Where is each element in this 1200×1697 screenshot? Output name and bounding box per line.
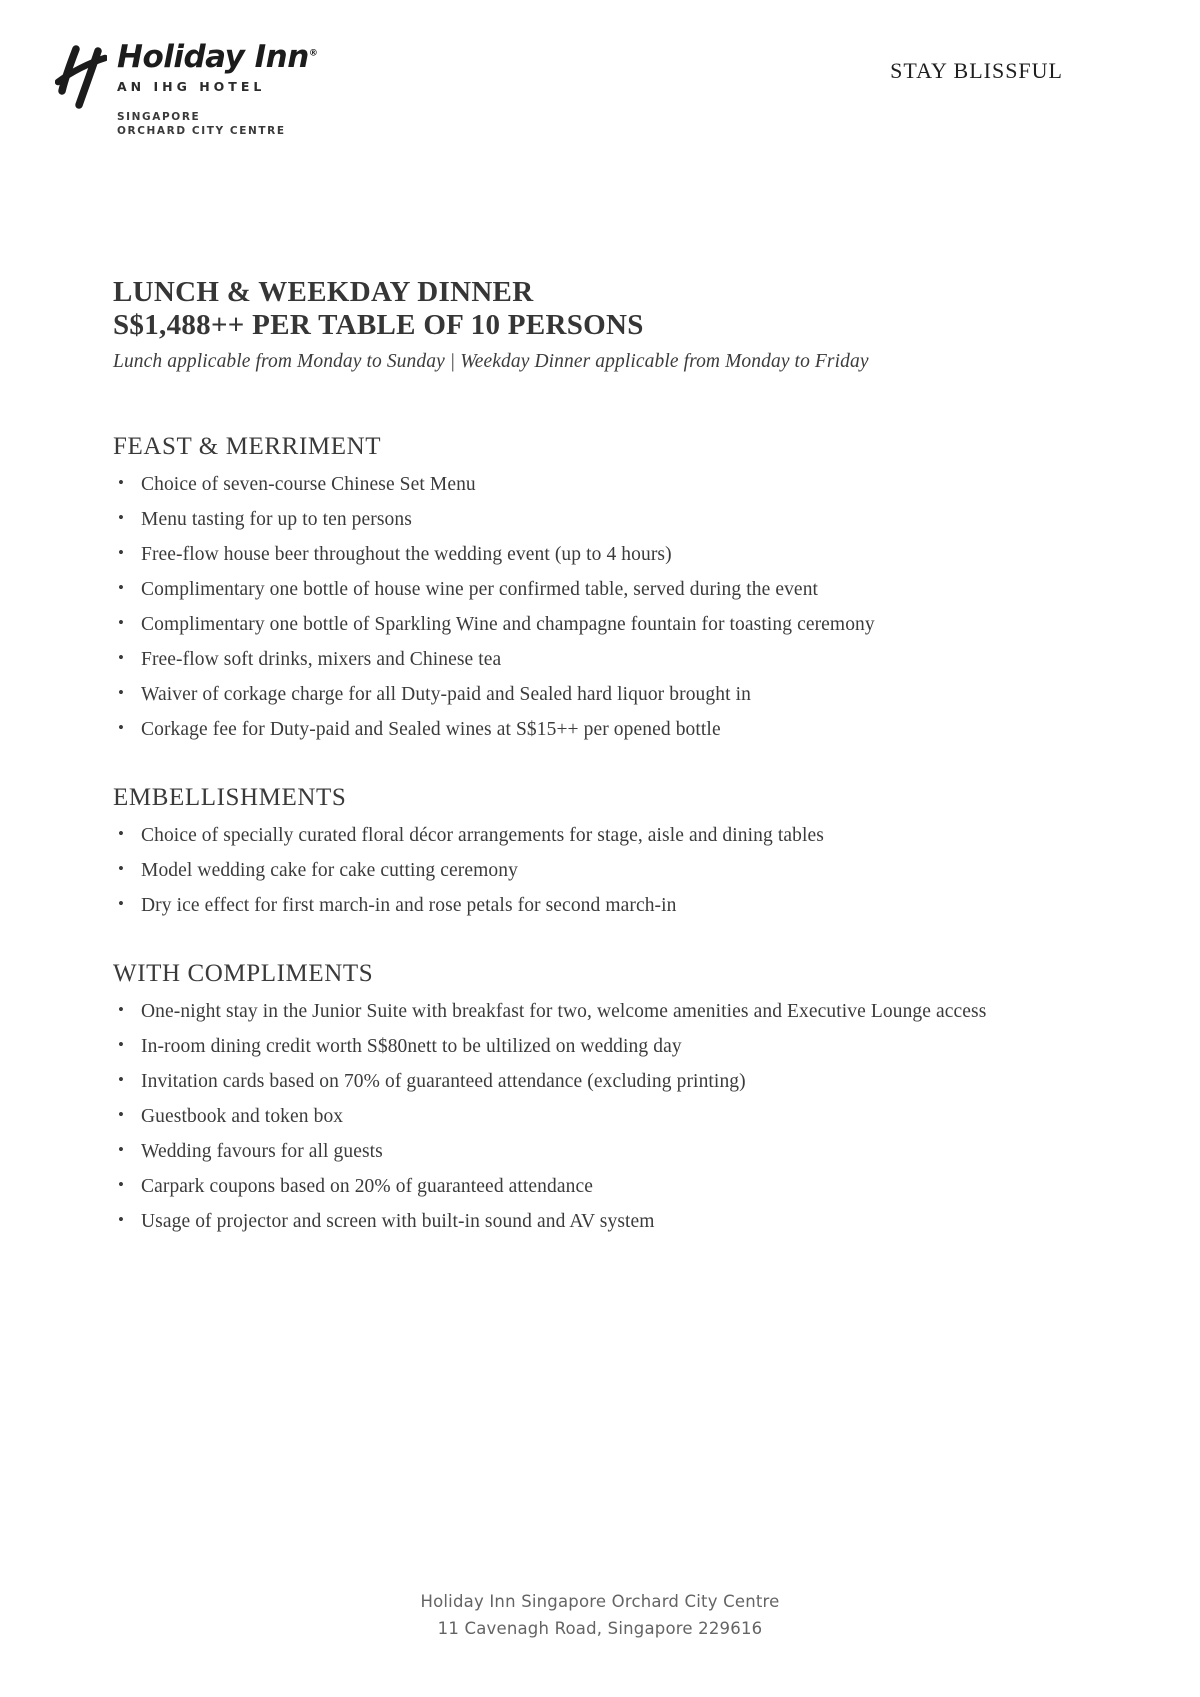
bullet-item: • Wedding favours for all guests bbox=[113, 1140, 1100, 1164]
section-heading: FEAST & MERRIMENT bbox=[113, 433, 382, 461]
bullet-item: • Usage of projector and screen with built-in sound and AV system bbox=[113, 1210, 1100, 1234]
package-subtitle: Lunch applicable from Monday to Sunday | Weekday Dinner applicable from Monday to Friday bbox=[113, 351, 869, 373]
footer-address: 11 Cavenagh Road, Singapore 229616 bbox=[437, 1619, 763, 1639]
package-content bbox=[113, 276, 1100, 1245]
holiday-inn-logo bbox=[55, 40, 318, 138]
bullet-item: • Free-flow soft drinks, mixers and Chinese tea bbox=[113, 648, 1100, 672]
package-price: S$1,488++ PER TABLE OF 10 PERSONS bbox=[113, 309, 644, 342]
bullet-list bbox=[113, 473, 1100, 742]
bullet-item: • Carpark coupons based on 20% of guaranteed attendance bbox=[113, 1175, 1100, 1199]
page-footer bbox=[0, 1588, 1200, 1642]
section-heading: EMBELLISHMENTS bbox=[113, 783, 347, 811]
hotel-location-label bbox=[117, 110, 318, 138]
section-feast-merriment bbox=[113, 433, 1100, 742]
holiday-inn-h-icon bbox=[55, 42, 107, 112]
logo-text-block bbox=[117, 40, 318, 138]
stay-blissful-tagline: STAY BLISSFUL bbox=[890, 58, 1063, 83]
bullet-item: • One-night stay in the Junior Suite with breakfast for two, welcome amenities and Executive Lounge access bbox=[113, 1000, 1100, 1024]
hotel-location-line2: ORCHARD CITY CENTRE bbox=[117, 125, 286, 138]
logo-wordmark bbox=[117, 40, 318, 74]
footer-hotel-name: Holiday Inn Singapore Orchard City Centre bbox=[420, 1592, 780, 1611]
bullet-item: • Free-flow house beer throughout the wedding event (up to 4 hours) bbox=[113, 543, 1100, 567]
hotel-location-line1: SINGAPORE bbox=[117, 111, 201, 124]
bullet-item: • Waiver of corkage charge for all Duty-paid and Sealed hard liquor brought in bbox=[113, 683, 1100, 707]
bullet-item: • Corkage fee for Duty-paid and Sealed wines at S$15++ per opened bottle bbox=[113, 718, 1100, 742]
section-embellishments bbox=[113, 784, 1100, 918]
bullet-item: • Complimentary one bottle of house wine per confirmed table, served during the event bbox=[113, 578, 1100, 602]
registered-mark: ® bbox=[308, 48, 318, 59]
package-title: LUNCH & WEEKDAY DINNER bbox=[113, 276, 534, 308]
bullet-item: • Guestbook and token box bbox=[113, 1105, 1100, 1129]
section-heading: WITH COMPLIMENTS bbox=[113, 959, 374, 987]
bullet-list bbox=[113, 824, 1100, 918]
bullet-list bbox=[113, 1000, 1100, 1234]
ihg-hotel-label: AN IHG HOTEL bbox=[117, 79, 266, 95]
bullet-item: • Complimentary one bottle of Sparkling Wine and champagne fountain for toasting ceremony bbox=[113, 613, 1100, 637]
bullet-item: • Dry ice effect for first march-in and rose petals for second march-in bbox=[113, 894, 1100, 918]
bullet-item: • In-room dining credit worth S$80nett to be ultilized on wedding day bbox=[113, 1035, 1100, 1059]
logo-wordmark-text: Holiday Inn bbox=[117, 39, 309, 75]
bullet-item: • Menu tasting for up to ten persons bbox=[113, 508, 1100, 532]
bullet-item: • Invitation cards based on 70% of guaranteed attendance (excluding printing) bbox=[113, 1070, 1100, 1094]
bullet-item: • Choice of specially curated floral décor arrangements for stage, aisle and dining tables bbox=[113, 824, 1100, 848]
bullet-item: • Choice of seven-course Chinese Set Menu bbox=[113, 473, 1100, 497]
bullet-item: • Model wedding cake for cake cutting ceremony bbox=[113, 859, 1100, 883]
section-with-compliments bbox=[113, 960, 1100, 1234]
